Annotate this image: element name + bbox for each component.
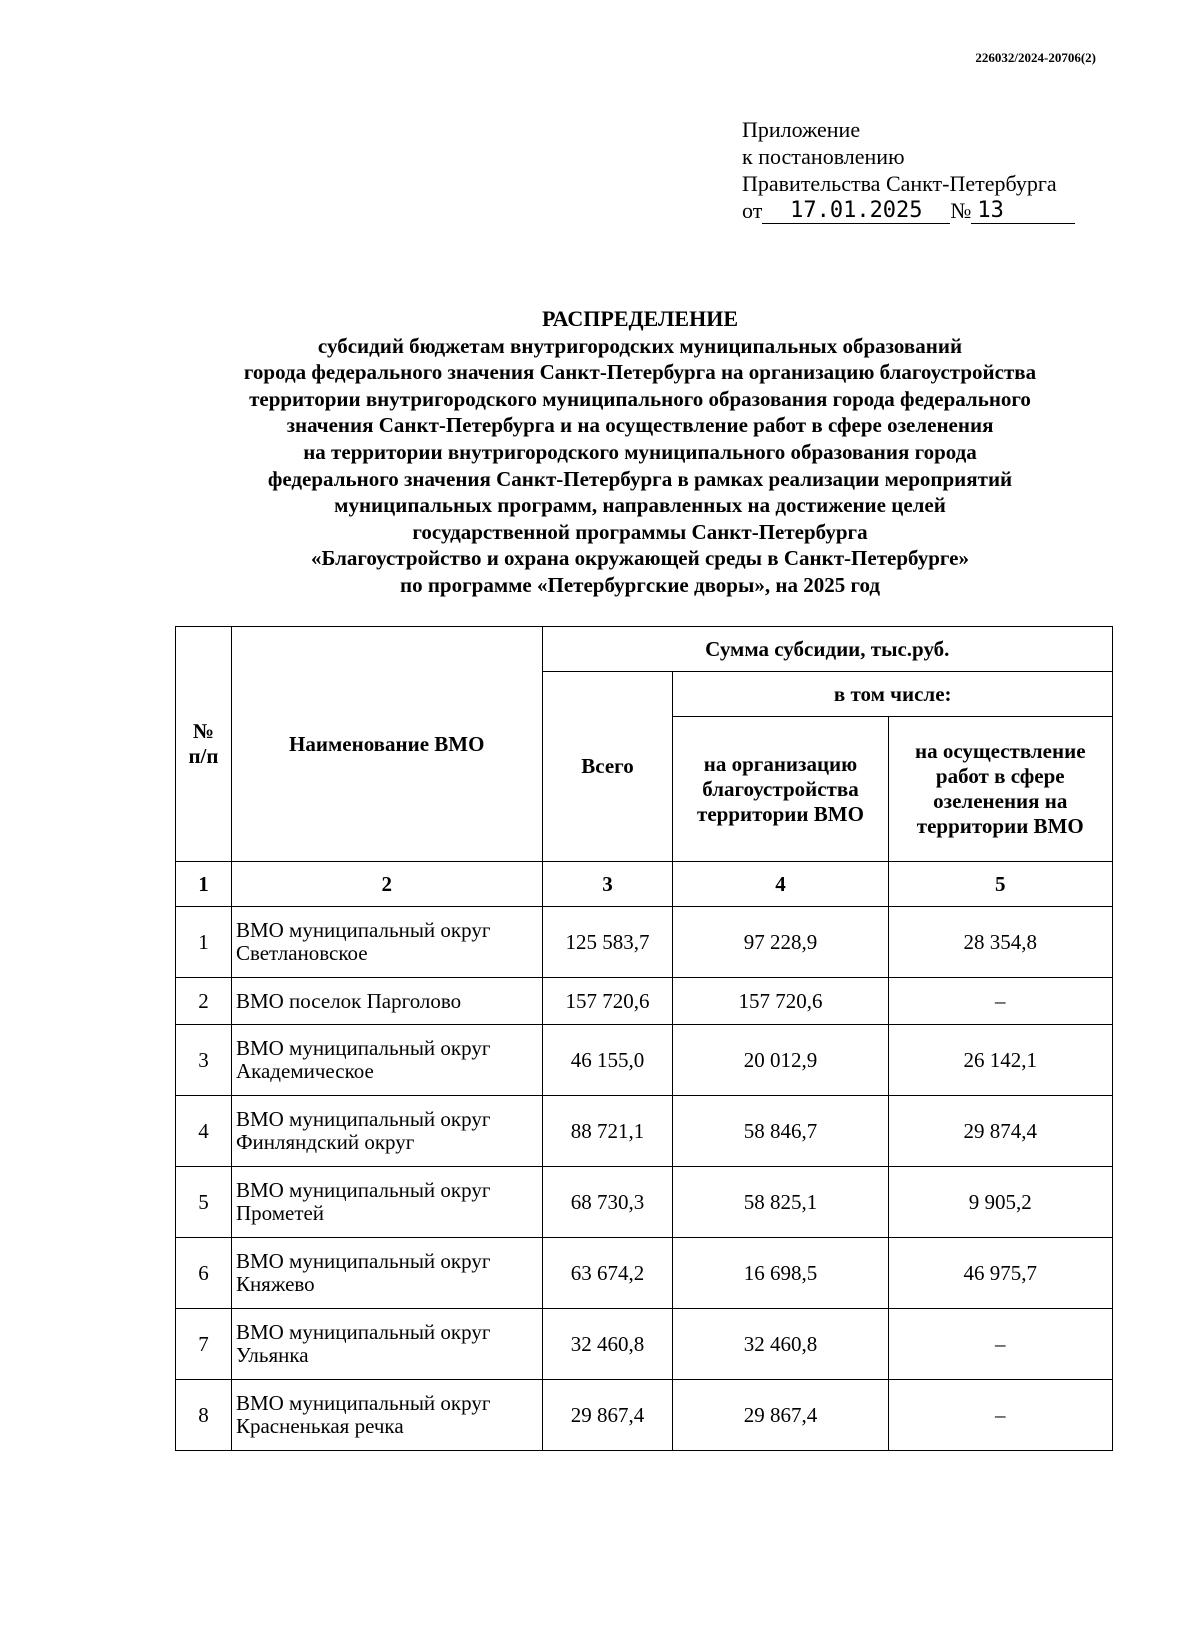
row-number-cell: 7 <box>176 1309 232 1380</box>
title-line: «Благоустройство и охрана окружающей среды в Санкт-Петербурге» <box>311 546 969 571</box>
row-landscaping-cell: 58 825,1 <box>673 1167 888 1238</box>
row-greening-cell: – <box>888 1380 1112 1451</box>
row-landscaping-cell: 16 698,5 <box>673 1238 888 1309</box>
row-greening-cell: 46 975,7 <box>888 1238 1112 1309</box>
appendix-line-3: Правительства Санкт-Петербурга <box>742 171 1057 196</box>
row-total-cell: 125 583,7 <box>542 907 673 978</box>
appendix-date-line <box>742 197 1075 224</box>
row-total-cell: 157 720,6 <box>542 978 673 1025</box>
document-code: 226032/2024-20706(2) <box>975 50 1096 65</box>
row-greening-cell: 29 874,4 <box>888 1096 1112 1167</box>
row-number-cell: 5 <box>176 1167 232 1238</box>
row-number-cell: 8 <box>176 1380 232 1451</box>
row-greening-cell: – <box>888 1309 1112 1380</box>
title-line: по программе «Петербургские дворы», на 2025 год <box>399 572 881 597</box>
row-name-cell: ВМО поселок Парголово <box>231 978 542 1025</box>
row-total-cell: 63 674,2 <box>542 1238 673 1309</box>
appendix-line-2: к постановлению <box>742 144 905 169</box>
row-greening-cell: – <box>888 978 1112 1025</box>
title-heading: РАСПРЕДЕЛЕНИЕ <box>541 306 738 331</box>
index-cell: 1 <box>176 862 232 907</box>
title-line: субсидий бюджетам внутригородских муниципальных образований <box>317 333 963 358</box>
table-row <box>176 1025 1113 1096</box>
row-total-cell: 32 460,8 <box>542 1309 673 1380</box>
decree-number: 13 <box>971 199 1075 224</box>
header-col5: на осуществление работ в сфере озеленения на территории ВМО <box>888 717 1112 862</box>
title-line: значения Санкт-Петербурга и на осуществление работ в сфере озеленения <box>286 413 994 438</box>
header-name: Наименование ВМО <box>231 627 542 862</box>
row-number-cell: 2 <box>176 978 232 1025</box>
row-number-cell: 1 <box>176 907 232 978</box>
row-total-cell: 29 867,4 <box>542 1380 673 1451</box>
row-name-cell: ВМО муниципальный округ Светлановское <box>231 907 542 978</box>
index-cell: 2 <box>231 862 542 907</box>
row-number-cell: 4 <box>176 1096 232 1167</box>
row-landscaping-cell: 157 720,6 <box>673 978 888 1025</box>
title-lines <box>120 333 1160 599</box>
row-landscaping-cell: 97 228,9 <box>673 907 888 978</box>
header-sum: Сумма субсидии, тыс.руб. <box>542 627 1112 672</box>
header-num: № п/п <box>176 627 232 862</box>
appendix-block <box>742 116 1075 224</box>
title-line: федерального значения Санкт-Петербурга в рамках реализации мероприятий <box>267 466 1013 491</box>
table-row <box>176 978 1113 1025</box>
title-line: на территории внутригородского муниципального образования города <box>303 439 977 464</box>
title-line: территории внутригородского муниципального образования города федерального <box>249 386 1031 411</box>
header-including: в том числе: <box>673 672 1113 717</box>
appendix-line-1: Приложение <box>742 117 861 142</box>
document-title <box>120 306 1160 599</box>
index-cell: 3 <box>542 862 673 907</box>
from-label: от <box>742 198 763 223</box>
index-cell: 5 <box>888 862 1112 907</box>
title-line: муниципальных программ, направленных на достижение целей <box>334 493 946 518</box>
header-col4: на организацию благоустройства территории ВМО <box>673 717 888 862</box>
row-name-cell: ВМО муниципальный округ Финляндский округ <box>231 1096 542 1167</box>
row-name-cell: ВМО муниципальный округ Прометей <box>231 1167 542 1238</box>
header-total: Всего <box>542 672 673 862</box>
index-cell: 4 <box>673 862 888 907</box>
row-total-cell: 46 155,0 <box>542 1025 673 1096</box>
row-landscaping-cell: 20 012,9 <box>673 1025 888 1096</box>
row-landscaping-cell: 29 867,4 <box>673 1380 888 1451</box>
table-row <box>176 907 1113 978</box>
number-label: № <box>950 198 972 223</box>
table-row <box>176 1309 1113 1380</box>
table-row <box>176 1238 1113 1309</box>
row-total-cell: 88 721,1 <box>542 1096 673 1167</box>
row-total-cell: 68 730,3 <box>542 1167 673 1238</box>
row-greening-cell: 26 142,1 <box>888 1025 1112 1096</box>
row-name-cell: ВМО муниципальный округ Академическое <box>231 1025 542 1096</box>
subsidy-table <box>175 626 1113 1451</box>
row-name-cell: ВМО муниципальный округ Ульянка <box>231 1309 542 1380</box>
table-row <box>176 1096 1113 1167</box>
row-number-cell: 6 <box>176 1238 232 1309</box>
row-greening-cell: 9 905,2 <box>888 1167 1112 1238</box>
table-row <box>176 1167 1113 1238</box>
title-line: государственной программы Санкт-Петербурга <box>412 519 868 544</box>
index-row <box>176 862 1113 907</box>
table-row <box>176 1380 1113 1451</box>
row-landscaping-cell: 58 846,7 <box>673 1096 888 1167</box>
row-name-cell: ВМО муниципальный округ Красненькая речка <box>231 1380 542 1451</box>
title-line: города федерального значения Санкт-Петербурга на организацию благоустройства <box>243 360 1037 385</box>
row-name-cell: ВМО муниципальный округ Княжево <box>231 1238 542 1309</box>
row-number-cell: 3 <box>176 1025 232 1096</box>
row-landscaping-cell: 32 460,8 <box>673 1309 888 1380</box>
row-greening-cell: 28 354,8 <box>888 907 1112 978</box>
decree-date: 17.01.2025 <box>762 199 950 224</box>
